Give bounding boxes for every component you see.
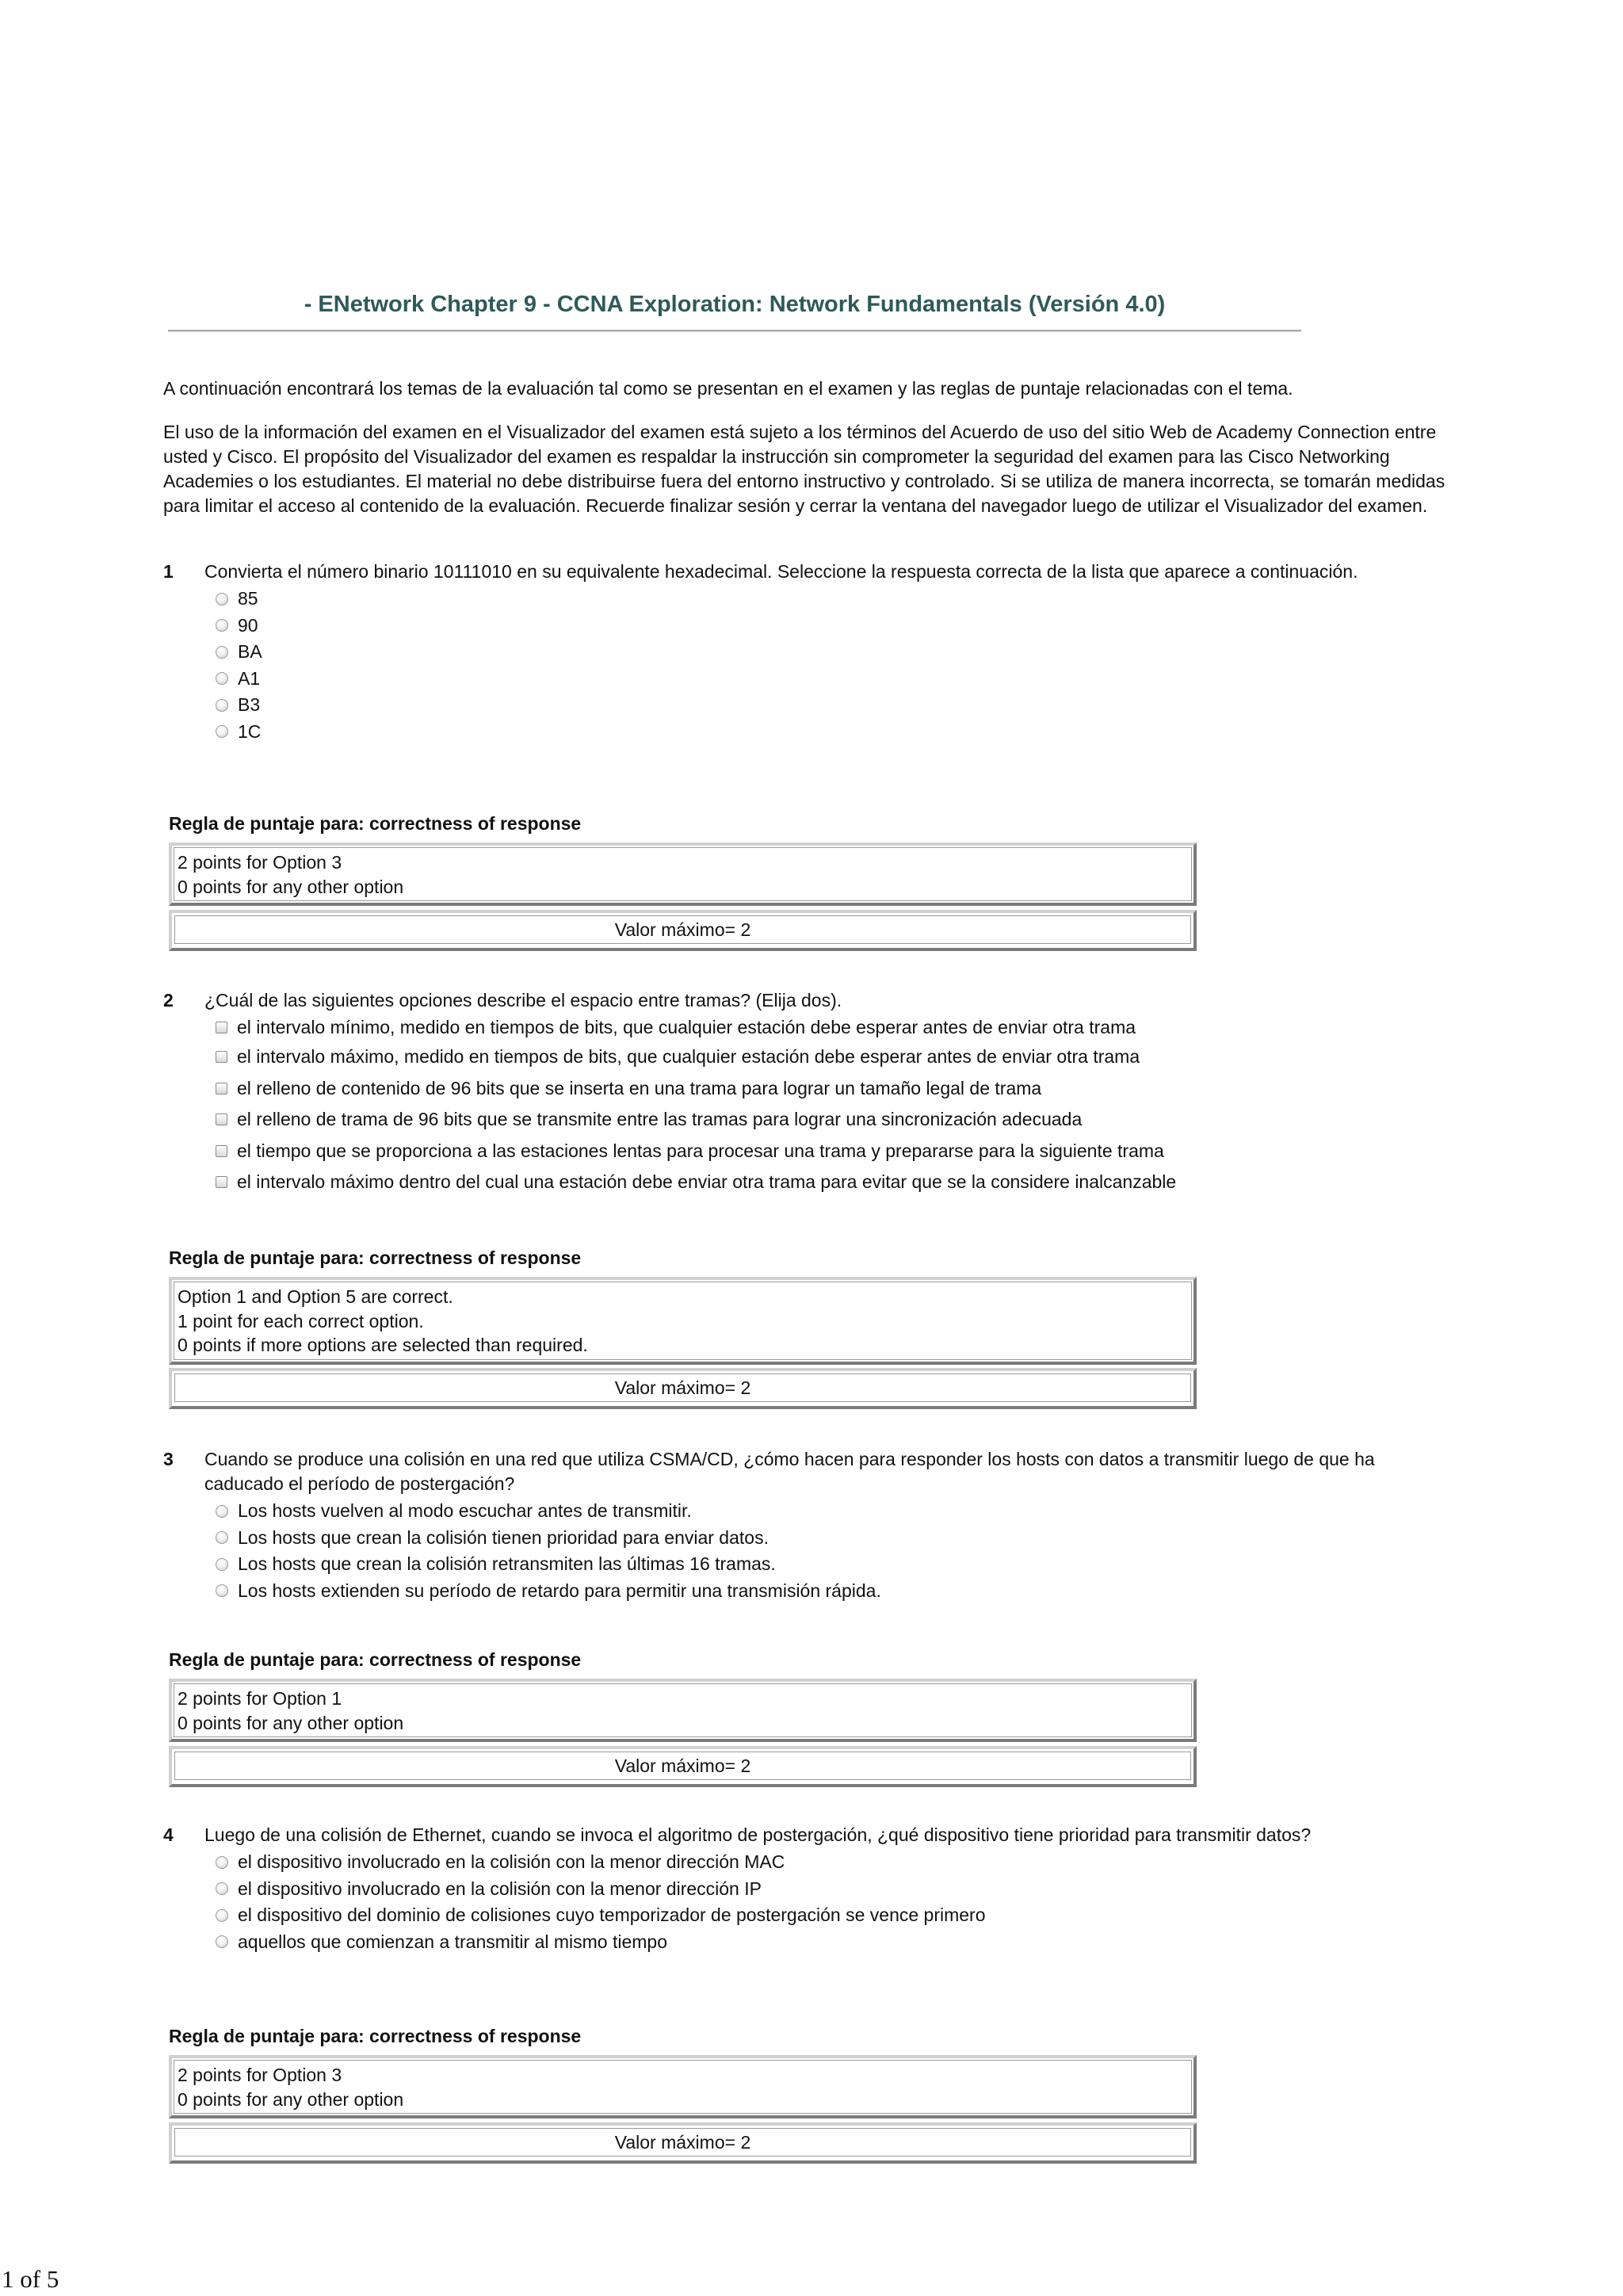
- option-3[interactable]: [216, 639, 1400, 666]
- option-6[interactable]: [216, 719, 1400, 746]
- question-text: Convierta el número binario 10111010 en su equivalente hexadecimal. Seleccione la respuesta correcta de la lista que aparece a continuación.: [204, 561, 1358, 582]
- radio-button-icon[interactable]: [216, 1584, 228, 1597]
- max-score-box: [169, 1746, 1197, 1787]
- option-label: el intervalo máximo, medido en tiempos de bits, que cualquier estación debe esperar antes de enviar otra trama: [237, 1046, 1140, 1068]
- option-1[interactable]: [216, 1013, 1400, 1041]
- option-label: Los hosts extienden su período de retardo para permitir una transmisión rápida.: [238, 1580, 881, 1601]
- max-score: Valor máximo= 2: [174, 915, 1191, 944]
- option-label: el dispositivo del dominio de colisiones cuyo temporizador de postergación se vence primero: [238, 1904, 986, 1926]
- scoring-rule-line: Option 1 and Option 5 are correct.: [178, 1286, 453, 1307]
- max-score: Valor máximo= 2: [174, 2128, 1191, 2157]
- checkbox-icon[interactable]: [216, 1051, 227, 1063]
- option-2[interactable]: [216, 1876, 1400, 1903]
- checkbox-icon[interactable]: [216, 1083, 227, 1095]
- scoring-rule-line: 0 points if more options are selected than required.: [178, 1335, 588, 1355]
- scoring-rule-line: 2 points for Option 3: [178, 852, 342, 873]
- scoring-rule-label: Regla de puntaje para: correctness of response: [169, 813, 582, 834]
- option-label: 90: [238, 614, 258, 636]
- option-4[interactable]: [216, 1929, 1400, 1956]
- checkbox-icon[interactable]: [216, 1022, 227, 1033]
- terms-paragraph: El uso de la información del examen en el Visualizador del examen está sujeto a los términos del Acuerdo de uso del sitio Web de Academy Connection entre usted y Cisco. El propósito del Visualizador del examen es respaldar la instrucción sin comprometer la seguridad del examen para las Cisco Networking Academies o los estudiantes. El material no debe distribuirse fuera del entorno instructivo y controlado. Si se utiliza de manera incorrecta, se tomarán medidas para limitar el acceso al contenido de la evaluación. Recuerde finalizar sesión y cerrar la ventana del navegador luego de utilizar el Visualizador del examen.: [163, 422, 1445, 516]
- max-score: Valor máximo= 2: [174, 1373, 1191, 1402]
- question-4: [163, 1823, 1400, 1955]
- scoring-rule-line: 0 points for any other option: [178, 2088, 404, 2110]
- scoring-rule-box: [169, 1679, 1197, 1742]
- scoring-rule-line: 2 points for Option 3: [178, 2065, 342, 2085]
- scoring-rule-line: 2 points for Option 1: [178, 1688, 342, 1709]
- radio-button-icon[interactable]: [216, 699, 228, 712]
- question-text: Cuando se produce una colisión en una red que utiliza CSMA/CD, ¿cómo hacen para responder los hosts con datos a transmitir luego de que ha caducado el período de postergación?: [204, 1449, 1375, 1494]
- max-score-box: [169, 1368, 1197, 1409]
- radio-button-icon[interactable]: [216, 1558, 228, 1571]
- option-4[interactable]: [216, 1578, 1400, 1605]
- max-score: Valor máximo= 2: [174, 1752, 1191, 1780]
- radio-button-icon[interactable]: [216, 646, 228, 659]
- radio-button-icon[interactable]: [216, 725, 228, 738]
- option-label: el dispositivo involucrado en la colisión con la menor dirección IP: [238, 1878, 762, 1899]
- option-label: el relleno de trama de 96 bits que se transmite entre las tramas para lograr una sincronización adecuada: [237, 1109, 1083, 1130]
- option-1[interactable]: [216, 1498, 1400, 1525]
- radio-button-icon[interactable]: [216, 1505, 228, 1518]
- option-2[interactable]: [216, 1525, 1400, 1552]
- option-label: Los hosts que crean la colisión tienen prioridad para enviar datos.: [238, 1526, 769, 1548]
- scoring-rule-label: Regla de puntaje para: correctness of response: [169, 2026, 582, 2046]
- option-3[interactable]: [216, 1902, 1400, 1929]
- scoring-rule-label: Regla de puntaje para: correctness of response: [169, 1649, 582, 1670]
- option-label: 85: [238, 588, 258, 609]
- checkbox-icon[interactable]: [216, 1114, 227, 1125]
- radio-button-icon[interactable]: [216, 1882, 228, 1895]
- radio-button-icon[interactable]: [216, 593, 228, 606]
- question-text: Luego de una colisión de Ethernet, cuando se invoca el algoritmo de postergación, ¿qué dispositivo tiene prioridad para transmitir datos?: [204, 1824, 1312, 1845]
- question-2: [163, 988, 1400, 1198]
- max-score-box: [169, 910, 1197, 951]
- option-label: el relleno de contenido de 96 bits que se inserta en una trama para lograr un tamaño legal de trama: [237, 1077, 1042, 1098]
- scoring-rule-box: [169, 1277, 1197, 1365]
- option-label: el dispositivo involucrado en la colisión con la menor dirección MAC: [238, 1851, 785, 1873]
- option-1[interactable]: [216, 586, 1400, 613]
- option-label: Los hosts que crean la colisión retransmiten las últimas 16 tramas.: [238, 1553, 776, 1575]
- option-label: el intervalo mínimo, medido en tiempos de bits, que cualquier estación debe esperar antes de enviar otra trama: [237, 1016, 1136, 1037]
- question-number: 2: [163, 990, 174, 1010]
- radio-button-icon[interactable]: [216, 619, 228, 632]
- checkbox-icon[interactable]: [216, 1176, 227, 1188]
- option-label: A1: [238, 667, 261, 689]
- option-3[interactable]: [216, 1073, 1400, 1105]
- radio-button-icon[interactable]: [216, 1531, 228, 1544]
- radio-button-icon[interactable]: [216, 1909, 228, 1922]
- checkbox-icon[interactable]: [216, 1145, 227, 1157]
- option-5[interactable]: [216, 692, 1400, 719]
- option-6[interactable]: [216, 1167, 1400, 1198]
- option-1[interactable]: [216, 1849, 1400, 1876]
- option-2[interactable]: [216, 1041, 1400, 1073]
- question-3: [163, 1447, 1400, 1604]
- option-label: BA: [238, 641, 262, 663]
- options-list: [163, 1013, 1400, 1198]
- question-number: 3: [163, 1449, 174, 1469]
- question-text: ¿Cuál de las siguientes opciones describe el espacio entre tramas? (Elija dos).: [204, 990, 842, 1010]
- scoring-rule-line: 1 point for each correct option.: [178, 1310, 424, 1331]
- scoring-rule-box: [169, 2055, 1197, 2118]
- title-divider: [168, 330, 1301, 332]
- option-5[interactable]: [216, 1136, 1400, 1167]
- option-label: el tiempo que se proporciona a las estaciones lentas para procesar una trama y prepararse para la siguiente trama: [237, 1140, 1164, 1161]
- option-3[interactable]: [216, 1551, 1400, 1578]
- scoring-rule-line: 0 points for any other option: [178, 876, 404, 897]
- option-4[interactable]: [216, 1104, 1400, 1136]
- options-list: [163, 586, 1400, 745]
- option-label: el intervalo máximo dentro del cual una estación debe enviar otra trama para evitar que se la considere inalcanzable: [237, 1171, 1177, 1193]
- scoring-rule-box: [169, 842, 1197, 906]
- option-4[interactable]: [216, 666, 1400, 693]
- option-label: Los hosts vuelven al modo escuchar antes de transmitir.: [238, 1500, 692, 1522]
- intro-paragraph: A continuación encontrará los temas de la evaluación tal como se presentan en el examen y las reglas de puntaje relacionadas con el tema.: [163, 378, 1293, 399]
- scoring-rule-label: Regla de puntaje para: correctness of response: [169, 1247, 582, 1268]
- option-label: B3: [238, 694, 261, 716]
- options-list: [163, 1849, 1400, 1955]
- scoring-rule-line: 0 points for any other option: [178, 1712, 404, 1733]
- radio-button-icon[interactable]: [216, 1935, 228, 1948]
- radio-button-icon[interactable]: [216, 672, 228, 685]
- options-list: [163, 1498, 1400, 1604]
- option-label: aquellos que comienzan a transmitir al mismo tiempo: [238, 1931, 668, 1952]
- page-title: - ENetwork Chapter 9 - CCNA Exploration: Network Fundamentals (Versión 4.0): [304, 292, 1166, 317]
- page-number: 1 of 5: [2, 2265, 59, 2293]
- option-label: 1C: [238, 720, 262, 742]
- question-number: 4: [163, 1824, 174, 1845]
- max-score-box: [169, 2122, 1197, 2164]
- question-1: [163, 560, 1400, 745]
- option-2[interactable]: [216, 613, 1400, 640]
- radio-button-icon[interactable]: [216, 1856, 228, 1869]
- question-number: 1: [163, 561, 174, 582]
